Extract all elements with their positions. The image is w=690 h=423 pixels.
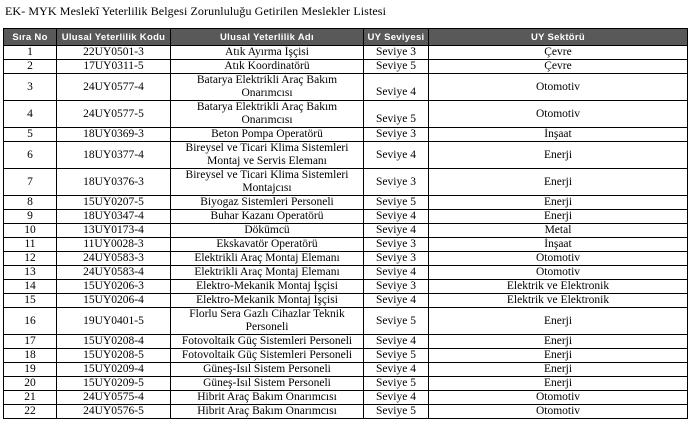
cell-uy-seviyesi: Seviye 5 [364,60,429,74]
cell-yeterlilik-adi: Bireysel ve Ticari Klima Sistemleri Montaj ve Servis Elemanı [171,142,364,169]
cell-uy-sektoru: Çevre [429,60,688,74]
cell-yeterlilik-adi: Elektro-Mekanik Montaj İşçisi [171,294,364,308]
cell-sira-no: 11 [4,238,57,252]
cell-uy-sektoru: Enerji [429,196,688,210]
cell-uy-sektoru: Otomotiv [429,101,688,128]
cell-uy-seviyesi: Seviye 3 [364,238,429,252]
cell-yeterlilik-kodu: 15UY0206-3 [57,280,171,294]
cell-uy-seviyesi: Seviye 5 [364,196,429,210]
cell-sira-no: 5 [4,128,57,142]
table-row [4,252,688,266]
cell-yeterlilik-adi: Elektrikli Araç Montaj Elemanı [171,266,364,280]
cell-yeterlilik-kodu: 22UY0501-3 [57,46,171,60]
cell-yeterlilik-kodu: 15UY0208-5 [57,349,171,363]
cell-yeterlilik-kodu: 11UY0028-3 [57,238,171,252]
cell-uy-seviyesi: Seviye 4 [364,224,429,238]
table-row [4,101,688,128]
cell-sira-no: 19 [4,363,57,377]
cell-uy-sektoru: Metal [429,224,688,238]
table-header-row [4,29,688,46]
cell-yeterlilik-kodu: 24UY0575-4 [57,391,171,405]
cell-sira-no: 20 [4,377,57,391]
table-row [4,46,688,60]
cell-uy-sektoru: Elektrik ve Elektronik [429,294,688,308]
cell-uy-seviyesi: Seviye 3 [364,169,429,196]
cell-yeterlilik-adi: Güneş-Isıl Sistem Personeli [171,377,364,391]
cell-uy-sektoru: Enerji [429,377,688,391]
cell-uy-sektoru: Enerji [429,335,688,349]
cell-sira-no: 2 [4,60,57,74]
cell-uy-seviyesi: Seviye 5 [364,308,429,335]
cell-yeterlilik-kodu: 15UY0206-4 [57,294,171,308]
cell-yeterlilik-adi: Elektro-Mekanik Montaj İşçisi [171,280,364,294]
cell-uy-sektoru: Otomotiv [429,266,688,280]
table-row [4,224,688,238]
table-row [4,294,688,308]
cell-uy-seviyesi: Seviye 5 [364,101,429,128]
cell-sira-no: 3 [4,74,57,101]
cell-uy-seviyesi: Seviye 4 [364,335,429,349]
table-row [4,405,688,419]
cell-sira-no: 17 [4,335,57,349]
cell-yeterlilik-adi: Hibrit Araç Bakım Onarımcısı [171,391,364,405]
cell-yeterlilik-kodu: 24UY0577-5 [57,101,171,128]
cell-yeterlilik-adi: Batarya Elektrikli Araç Bakım Onarımcısı [171,101,364,128]
cell-sira-no: 13 [4,266,57,280]
cell-yeterlilik-adi: Fotovoltaik Güç Sistemleri Personeli [171,349,364,363]
cell-yeterlilik-adi: Batarya Elektrikli Araç Bakım Onarımcısı [171,74,364,101]
cell-yeterlilik-adi: Atık Ayırma İşçisi [171,46,364,60]
cell-yeterlilik-adi: Florlu Sera Gazlı Cihazlar Teknik Personeli [171,308,364,335]
cell-uy-sektoru: Otomotiv [429,252,688,266]
cell-yeterlilik-kodu: 15UY0208-4 [57,335,171,349]
col-header-ad: Ulusal Yeterlilik Adı [171,29,364,46]
table-row [4,196,688,210]
cell-sira-no: 18 [4,349,57,363]
cell-yeterlilik-kodu: 18UY0347-4 [57,210,171,224]
table-row [4,280,688,294]
cell-uy-seviyesi: Seviye 4 [364,391,429,405]
cell-uy-seviyesi: Seviye 4 [364,210,429,224]
table-row [4,377,688,391]
cell-sira-no: 1 [4,46,57,60]
cell-yeterlilik-adi: Beton Pompa Operatörü [171,128,364,142]
cell-yeterlilik-adi: Elektrikli Araç Montaj Elemanı [171,252,364,266]
cell-sira-no: 14 [4,280,57,294]
cell-uy-sektoru: Çevre [429,46,688,60]
cell-uy-seviyesi: Seviye 4 [364,266,429,280]
cell-yeterlilik-adi: Bireysel ve Ticari Klima Sistemleri Montajcısı [171,169,364,196]
cell-uy-sektoru: Enerji [429,349,688,363]
cell-uy-sektoru: İnşaat [429,238,688,252]
table-row [4,363,688,377]
cell-yeterlilik-adi: Ekskavatör Operatörü [171,238,364,252]
cell-yeterlilik-adi: Fotovoltaik Güç Sistemleri Personeli [171,335,364,349]
cell-uy-seviyesi: Seviye 4 [364,363,429,377]
cell-yeterlilik-adi: Buhar Kazanı Operatörü [171,210,364,224]
cell-uy-sektoru: Enerji [429,308,688,335]
cell-sira-no: 21 [4,391,57,405]
col-header-sira-no: Sıra No [4,29,57,46]
cell-sira-no: 15 [4,294,57,308]
cell-uy-sektoru: Enerji [429,363,688,377]
cell-uy-sektoru: Enerji [429,169,688,196]
cell-yeterlilik-kodu: 18UY0376-3 [57,169,171,196]
cell-uy-seviyesi: Seviye 5 [364,405,429,419]
cell-yeterlilik-kodu: 18UY0377-4 [57,142,171,169]
cell-uy-seviyesi: Seviye 3 [364,252,429,266]
col-header-sektor: UY Sektörü [429,29,688,46]
cell-yeterlilik-kodu: 17UY0311-5 [57,60,171,74]
cell-yeterlilik-kodu: 18UY0369-3 [57,128,171,142]
cell-uy-seviyesi: Seviye 3 [364,128,429,142]
cell-uy-sektoru: Enerji [429,210,688,224]
table-row [4,210,688,224]
cell-uy-sektoru: Elektrik ve Elektronik [429,280,688,294]
table-row [4,169,688,196]
cell-yeterlilik-kodu: 15UY0207-5 [57,196,171,210]
cell-sira-no: 4 [4,101,57,128]
cell-uy-sektoru: Enerji [429,142,688,169]
cell-sira-no: 7 [4,169,57,196]
cell-yeterlilik-kodu: 15UY0209-5 [57,377,171,391]
cell-yeterlilik-adi: Atık Koordinatörü [171,60,364,74]
table-row [4,266,688,280]
qualifications-table [3,28,688,419]
cell-yeterlilik-adi: Güneş-Isıl Sistem Personeli [171,363,364,377]
cell-sira-no: 6 [4,142,57,169]
page-title: EK- MYK Meslekî Yeterlilik Belgesi Zorunluluğu Getirilen Meslekler Listesi [5,4,387,18]
cell-uy-seviyesi: Seviye 3 [364,46,429,60]
cell-yeterlilik-kodu: 24UY0577-4 [57,74,171,101]
table-row [4,142,688,169]
cell-uy-sektoru: Otomotiv [429,74,688,101]
table-row [4,74,688,101]
cell-sira-no: 12 [4,252,57,266]
table-body [4,46,688,419]
cell-uy-sektoru: Otomotiv [429,391,688,405]
col-header-kod: Ulusal Yeterlilik Kodu [57,29,171,46]
table-row [4,335,688,349]
cell-sira-no: 9 [4,210,57,224]
cell-yeterlilik-adi: Dökümcü [171,224,364,238]
cell-sira-no: 22 [4,405,57,419]
cell-yeterlilik-kodu: 24UY0583-4 [57,266,171,280]
cell-uy-seviyesi: Seviye 3 [364,280,429,294]
cell-yeterlilik-kodu: 13UY0173-4 [57,224,171,238]
cell-yeterlilik-kodu: 24UY0576-5 [57,405,171,419]
table-row [4,60,688,74]
table-row [4,349,688,363]
table-row [4,128,688,142]
cell-uy-seviyesi: Seviye 5 [364,349,429,363]
cell-yeterlilik-adi: Hibrit Araç Bakım Onarımcısı [171,405,364,419]
col-header-seviye: UY Seviyesi [364,29,429,46]
cell-uy-sektoru: İnşaat [429,128,688,142]
cell-sira-no: 16 [4,308,57,335]
cell-yeterlilik-kodu: 24UY0583-3 [57,252,171,266]
cell-uy-sektoru: Otomotiv [429,405,688,419]
table-row [4,308,688,335]
cell-uy-seviyesi: Seviye 4 [364,142,429,169]
cell-sira-no: 8 [4,196,57,210]
cell-yeterlilik-adi: Biyogaz Sistemleri Personeli [171,196,364,210]
table-row [4,391,688,405]
cell-uy-seviyesi: Seviye 5 [364,377,429,391]
cell-yeterlilik-kodu: 19UY0401-5 [57,308,171,335]
table-row [4,238,688,252]
cell-uy-seviyesi: Seviye 4 [364,294,429,308]
cell-uy-seviyesi: Seviye 4 [364,74,429,101]
cell-sira-no: 10 [4,224,57,238]
cell-yeterlilik-kodu: 15UY0209-4 [57,363,171,377]
